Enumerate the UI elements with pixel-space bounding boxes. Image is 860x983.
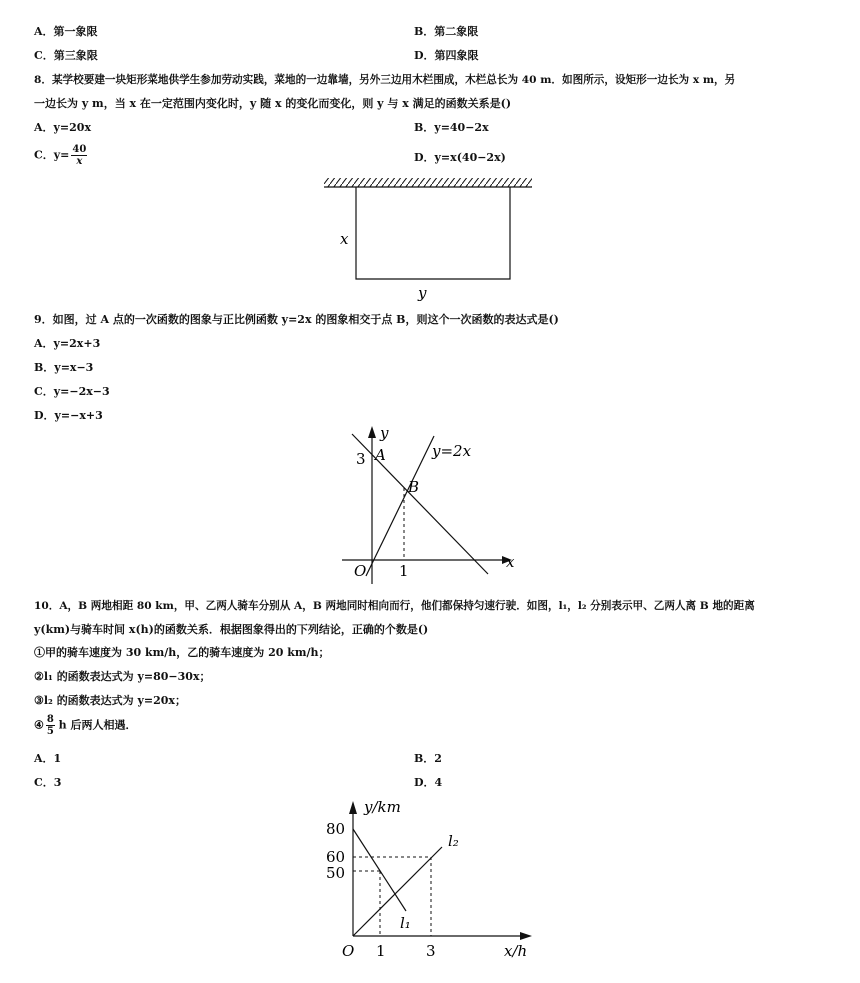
q10-y-axis-label: y/km: [364, 798, 401, 816]
q8-option-b: B．y=40−2x: [414, 121, 489, 134]
q9-y-axis-label: y: [380, 424, 389, 442]
q10-origin-label: O: [342, 942, 355, 960]
fence-side-label: x: [340, 230, 349, 248]
q10-statement-4-prefix: ④: [34, 718, 44, 732]
q9-point-a-label: A: [375, 446, 386, 464]
q10-line-l1: [353, 829, 406, 911]
q9-option-c: C．y=−2x−3: [34, 385, 110, 398]
q7-option-c: C．第三象限: [34, 49, 98, 62]
q9-origin-label: O: [354, 562, 367, 580]
q9-stem: 9．如图，过 A 点的一次函数的图象与正比例函数 y=2x 的图象相交于点 B，则这个一次函数的表达式是(): [34, 313, 559, 326]
q10-l1-label: l₁: [400, 914, 411, 932]
q8-stem-line2: 一边长为 y m，当 x 在一定范围内变化时，y 随 x 的变化而变化，则 y 与 x 满足的函数关系是(): [34, 97, 512, 110]
q8-option-c-numerator: 40: [72, 144, 87, 155]
q10-tick-50: 50: [326, 864, 346, 882]
q9-tick-y-3: 3: [356, 450, 366, 468]
q9-tick-x-1: 1: [399, 562, 409, 580]
q10-statement-1: ①甲的骑车速度为 30 km/h，乙的骑车速度为 20 km/h；: [34, 646, 330, 659]
q9-line-label: y=2x: [432, 442, 472, 460]
q10-x-axis-label: x/h: [504, 942, 528, 960]
q10-option-d: D．4: [414, 776, 443, 789]
fence-bottom-label: y: [418, 284, 427, 302]
q10-statement-4-denominator: 5: [46, 726, 54, 737]
q9-x-axis-label: x: [506, 553, 515, 571]
q10-option-a: A．1: [34, 752, 62, 765]
q10-option-b: B．2: [414, 752, 442, 765]
q10-tick-80: 80: [326, 820, 346, 838]
q10-tick-1: 1: [376, 942, 386, 960]
q10-option-c: C．3: [34, 776, 62, 789]
q9-option-a: A．y=2x+3: [34, 337, 101, 350]
q10-statement-3: ③l₂ 的函数表达式为 y=20x；: [34, 694, 186, 707]
q8-option-c-denominator: x: [76, 156, 83, 167]
q10-statement-4-numerator: 8: [46, 714, 54, 725]
q10-statement-4: [34, 714, 137, 737]
q10-statement-4-fraction: [46, 714, 55, 737]
q9-function-graph: [330, 424, 530, 590]
q10-x-axis-arrow: [520, 932, 532, 940]
q8-option-c: [34, 144, 87, 167]
q10-line-l2: [353, 847, 442, 936]
q9-point-b-label: B: [408, 478, 420, 496]
q10-y-axis-arrow: [349, 801, 357, 814]
q8-stem-line1: 8．某学校要建一块矩形菜地供学生参加劳动实践，菜地的一边靠墙，另外三边用木栏围成，木栏总长为 40 m．如图所示，设矩形一边长为 x m，另: [34, 74, 736, 86]
q9-option-b: B．y=x−3: [34, 361, 94, 374]
wall-hatching: [324, 178, 532, 187]
q7-option-a: A．第一象限: [34, 25, 98, 38]
q10-stem-line2: y(km)与骑车时间 x(h)的函数关系．根据图象得出的下列结论，正确的个数是(): [34, 623, 429, 636]
q10-statement-4-suffix: h 后两人相遇．: [54, 718, 137, 732]
q8-option-d: D．y=x(40−2x): [414, 151, 506, 164]
fence-rectangle: [356, 187, 510, 279]
q10-statement-2: ②l₁ 的函数表达式为 y=80−30x；: [34, 670, 211, 683]
q10-tick-60: 60: [326, 848, 346, 866]
q10-l2-label: l₂: [448, 832, 459, 850]
q10-stem-line1: 10．A，B 两地相距 80 km，甲、乙两人骑车分别从 A，B 两地同时相向而行，他们都保持匀速行驶．如图，l₁，l₂ 分别表示甲、乙两人离 B 地的距离: [34, 600, 755, 612]
q8-option-c-prefix: C．y=: [34, 148, 70, 162]
q9-y-axis-arrow: [368, 426, 376, 438]
q10-distance-time-graph: [320, 796, 550, 962]
q8-option-a: A．y=20x: [34, 121, 92, 134]
q10-tick-3: 3: [426, 942, 436, 960]
q7-option-d: D．第四象限: [414, 49, 479, 62]
q8-fence-figure: [318, 176, 538, 302]
q8-option-c-fraction: [71, 144, 87, 167]
q9-option-d: D．y=−x+3: [34, 409, 103, 422]
q7-option-b: B．第二象限: [414, 25, 479, 38]
